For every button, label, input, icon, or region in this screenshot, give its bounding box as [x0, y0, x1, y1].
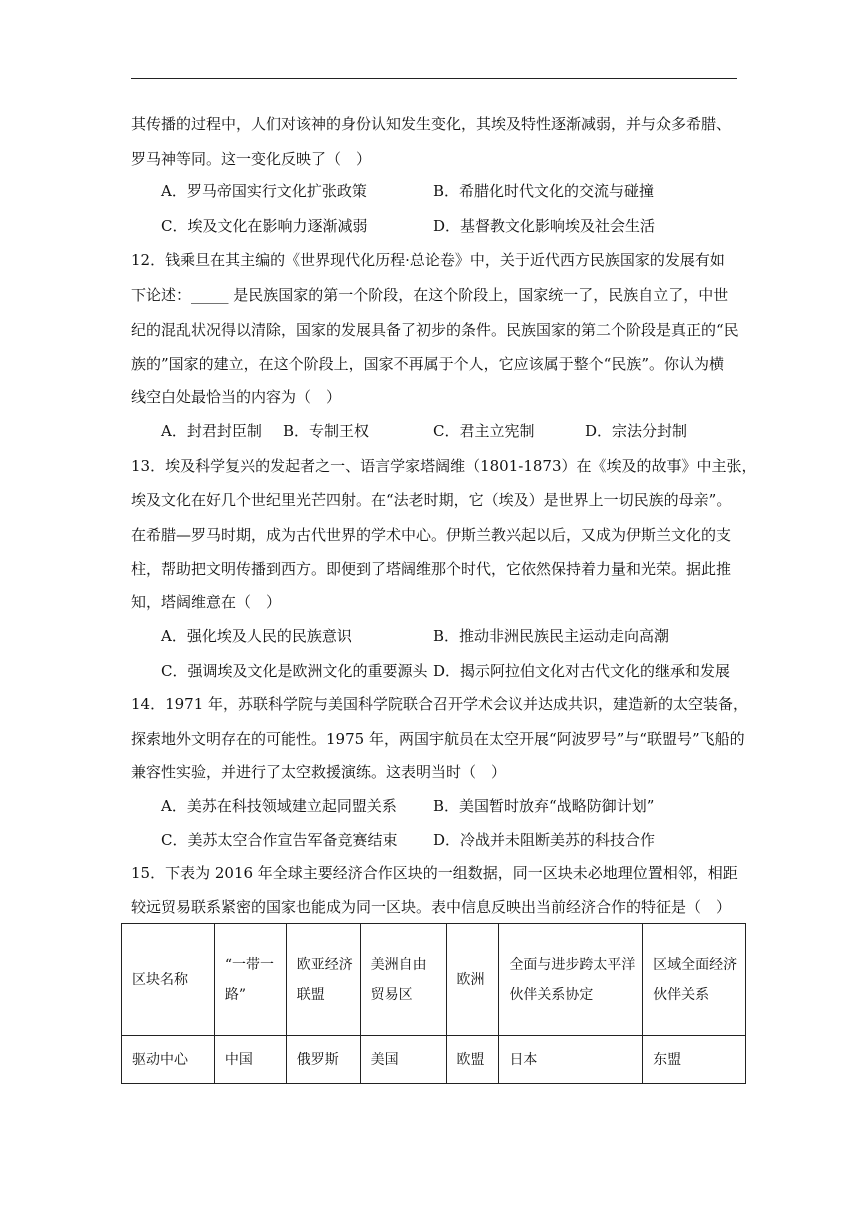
- q11-option-d[interactable]: D．基督教文化影响埃及社会生活: [433, 217, 656, 235]
- q14-option-b[interactable]: B．美国暂时放弃“战略防御计划”: [433, 797, 655, 815]
- q12-line-4: 族的”国家的建立，在这个阶段上，国家不再属于个人，它应该属于整个“民族”。你认为横: [131, 355, 725, 373]
- table-cell: 日本: [499, 1036, 643, 1084]
- q11-option-b[interactable]: B．希腊化时代文化的交流与碰撞: [433, 182, 655, 200]
- q12-line-3: 纪的混乱状况得以清除，国家的发展具备了初步的条件。民族国家的第二个阶段是真正的“民: [131, 321, 739, 339]
- q11-line-2: 罗马神等同。这一变化反映了（ ）: [131, 150, 372, 168]
- q15-line-1: 15．下表为 2016 年全球主要经济合作区块的一组数据，同一区块未必地理位置相邻，相距: [131, 864, 738, 882]
- table-header-cell: 欧洲: [446, 924, 499, 1036]
- q13-line-3: 在希腊—罗马时期，成为古代世界的学术中心。伊斯兰教兴起以后，又成为伊斯兰文化的支: [131, 526, 732, 544]
- q13-option-a[interactable]: A．强化埃及人民的民族意识: [161, 627, 352, 645]
- table-header-cell: 区域全面经济伙伴关系: [643, 924, 746, 1036]
- header-rule: [131, 78, 737, 79]
- q14-option-c[interactable]: C．美苏太空合作宣告军备竞赛结束: [161, 831, 398, 849]
- q12-option-d[interactable]: D．宗法分封制: [585, 422, 688, 440]
- economic-blocs-table: [121, 923, 746, 1084]
- q12-line-2: 下论述：_____ 是民族国家的第一个阶段，在这个阶段上，国家统一了，民族自立了，中世: [131, 286, 729, 304]
- q12-line-5: 线空白处最恰当的内容为（ ）: [131, 388, 342, 406]
- q13-option-b[interactable]: B．推动非洲民族民主运动走向高潮: [433, 627, 670, 645]
- q13-option-c[interactable]: C．强调埃及文化是欧洲文化的重要源头: [161, 662, 428, 680]
- table-row: [122, 1036, 746, 1084]
- q12-option-a[interactable]: A．封君封臣制: [161, 422, 262, 440]
- q14-line-1: 14．1971 年，苏联科学院与美国科学院联合召开学术会议并达成共识，建造新的太空装备，: [131, 695, 749, 713]
- q13-line-1: 13．埃及科学复兴的发起者之一、语言学家塔阔维（1801-1873）在《埃及的故事》中主张，: [131, 457, 757, 475]
- q15-line-2: 较远贸易联系紧密的国家也能成为同一区块。表中信息反映出当前经济合作的特征是（ ）: [131, 898, 732, 916]
- table-header-cell: 欧亚经济联盟: [286, 924, 360, 1036]
- q12-line-1: 12．钱乘旦在其主编的《世界现代化历程·总论卷》中，关于近代西方民族国家的发展有如: [131, 251, 725, 269]
- q14-option-a[interactable]: A．美苏在科技领域建立起同盟关系: [161, 797, 397, 815]
- q11-line-1: 其传播的过程中，人们对该神的身份认知发生变化，其埃及特性逐渐减弱，并与众多希腊、: [131, 115, 732, 133]
- q11-option-c[interactable]: C．埃及文化在影响力逐渐减弱: [161, 217, 368, 235]
- table-header-row: [122, 924, 746, 1036]
- table-cell: 中国: [214, 1036, 286, 1084]
- q14-option-d[interactable]: D．冷战并未阻断美苏的科技合作: [433, 831, 656, 849]
- q13-line-4: 柱，帮助把文明传播到西方。即便到了塔阔维那个时代，它依然保持着力量和光荣。据此推: [131, 560, 732, 578]
- q11-option-a[interactable]: A．罗马帝国实行文化扩张政策: [161, 182, 367, 200]
- table-cell: 驱动中心: [122, 1036, 215, 1084]
- table-header-cell: 区块名称: [122, 924, 215, 1036]
- q13-line-5: 知，塔阔维意在（ ）: [131, 593, 282, 611]
- table-header-cell: “一带一路”: [214, 924, 286, 1036]
- table-cell: 俄罗斯: [286, 1036, 360, 1084]
- table-cell: 东盟: [643, 1036, 746, 1084]
- table-cell: 美国: [360, 1036, 446, 1084]
- table-cell: 欧盟: [446, 1036, 499, 1084]
- q12-option-c[interactable]: C．君主立宪制: [433, 422, 535, 440]
- q14-line-3: 兼容性实验，并进行了太空救援演练。这表明当时（ ）: [131, 763, 507, 781]
- q12-option-b[interactable]: B．专制王权: [283, 422, 370, 440]
- q14-line-2: 探索地外文明存在的可能性。1975 年，两国宇航员在太空开展“阿波罗号”与“联盟号”飞船的: [131, 730, 745, 748]
- q13-line-2: 埃及文化在好几个世纪里光芒四射。在“法老时期，它（埃及）是世界上一切民族的母亲”。: [131, 491, 732, 509]
- table-header-cell: 美洲自由贸易区: [360, 924, 446, 1036]
- table-header-cell: 全面与进步跨太平洋伙伴关系协定: [499, 924, 643, 1036]
- q13-option-d[interactable]: D．揭示阿拉伯文化对古代文化的继承和发展: [433, 662, 731, 680]
